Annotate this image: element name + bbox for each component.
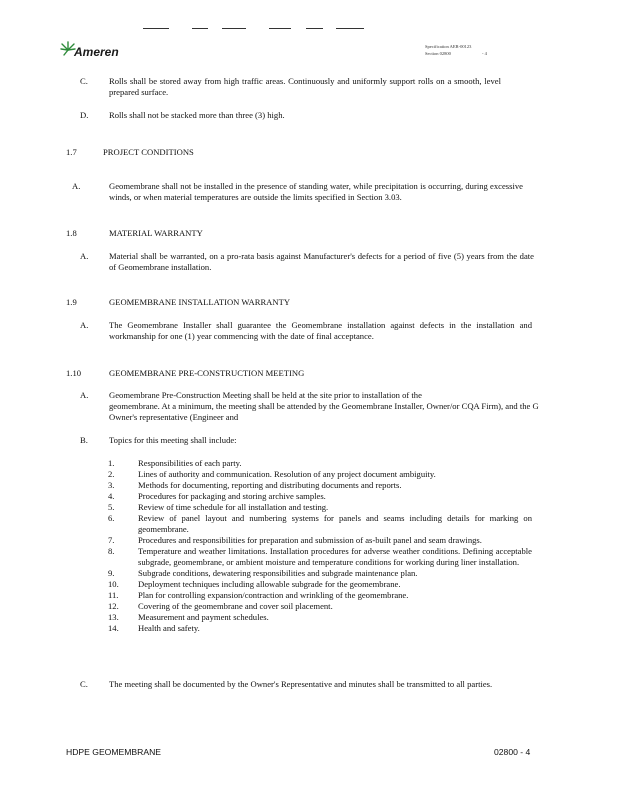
item-letter: D. bbox=[80, 110, 89, 120]
item-text-line: Geomembrane Pre-Construction Meeting shall be held at the site prior to installation of the bbox=[109, 390, 422, 400]
footer-page-number: 02800 - 4 bbox=[494, 747, 531, 757]
spec-number: Specification AER-00123 bbox=[425, 44, 472, 49]
item-text: The Geomembrane Installer shall guarantee the Geomembrane installation against defects in the installation and workmanship for one (1) year commencing with the date of final acceptance. bbox=[109, 320, 532, 341]
item-letter: B. bbox=[80, 435, 88, 445]
list-item: 1. Responsibilities of each party. bbox=[108, 458, 242, 468]
list-item: 7. Procedures and responsibilities for preparation and submission of as-built panel and seam drawings. bbox=[108, 535, 482, 545]
section-number: 1.9 bbox=[66, 297, 77, 307]
section-title: PROJECT CONDITIONS bbox=[103, 147, 194, 157]
company-logo bbox=[60, 41, 140, 61]
footer-title: HDPE GEOMEMBRANE bbox=[66, 747, 162, 757]
section-number: 1.8 bbox=[66, 228, 77, 238]
spec-page: - 4 bbox=[482, 51, 487, 56]
header-rule-segment bbox=[336, 28, 364, 29]
item-letter: A. bbox=[80, 320, 89, 330]
list-item: 12. Covering of the geomembrane and cover soil placement. bbox=[108, 601, 333, 611]
section-number: 1.7 bbox=[66, 147, 77, 157]
list-item: 9. Subgrade conditions, dewatering responsibilities and subgrade maintenance plan. bbox=[108, 568, 418, 578]
spec-section: Section 02800 bbox=[425, 51, 451, 56]
list-item: 10. Deployment techniques including allowable subgrade for the geomembrane. bbox=[108, 579, 401, 589]
list-item: 14. Health and safety. bbox=[108, 623, 200, 633]
item-letter: C. bbox=[80, 76, 88, 86]
meeting-topics-list bbox=[108, 458, 532, 634]
list-item: 8. Temperature and weather limitations. Installation procedures for adverse weather conditions. Defining acceptable subgrade, geomembrane, or ambient moisture and temperature conditions for working during liner installation. bbox=[108, 546, 532, 567]
list-item: 2. Lines of authority and communication. Resolution of any project document ambiguity. bbox=[108, 469, 436, 479]
list-item: 11. Plan for controlling expansion/contraction and wrinkling of the geomembrane. bbox=[108, 590, 409, 600]
item-text: Rolls shall not be stacked more than three (3) high. bbox=[109, 110, 285, 120]
item-letter: A. bbox=[80, 251, 89, 261]
item-letter: A. bbox=[72, 181, 81, 191]
list-item: 4. Procedures for packaging and storing archive samples. bbox=[108, 491, 326, 501]
header-rule-segment bbox=[306, 28, 323, 29]
header-rule-segment bbox=[192, 28, 208, 29]
item-letter: A. bbox=[80, 390, 89, 400]
section-number: 1.10 bbox=[66, 368, 82, 378]
header-rule-segment bbox=[269, 28, 291, 29]
item-text: The meeting shall be documented by the Owner's Representative and minutes shall be transmitted to all parties. bbox=[109, 679, 493, 689]
logo-text: Ameren bbox=[74, 45, 119, 59]
section-title: MATERIAL WARRANTY bbox=[109, 228, 203, 238]
item-text-line: geomembrane. At a minimum, the meeting shall be attended by the Geomembrane Installer, Owner/or CQA Firm), and the G bbox=[109, 401, 539, 411]
list-item: 3. Methods for documenting, reporting and distributing documents and reports. bbox=[108, 480, 402, 490]
item-letter: C. bbox=[80, 679, 88, 689]
section-title: GEOMEMBRANE INSTALLATION WARRANTY bbox=[109, 297, 291, 307]
item-text: Topics for this meeting shall include: bbox=[109, 435, 237, 445]
list-item: 13. Measurement and payment schedules. bbox=[108, 612, 269, 622]
header-rule-segment bbox=[143, 28, 169, 29]
item-text: Rolls shall be stored away from high traffic areas. Continuously and uniformly support rolls on a smooth, level prepared surface. bbox=[109, 76, 501, 97]
list-item: 5. Review of time schedule for all installation and testing. bbox=[108, 502, 329, 512]
header-rule-segment bbox=[222, 28, 246, 29]
item-text-line: Owner's representative (Engineer and bbox=[109, 412, 239, 422]
item-text: Geomembrane shall not be installed in the presence of standing water, while precipitation is occurring, during excessive winds, or when material temperatures are outside the limits specified in Section 3.03. bbox=[109, 181, 523, 202]
list-item: 6. Review of panel layout and numbering systems for panels and seams including details for marking on geomembrane. bbox=[108, 513, 532, 534]
item-text: Material shall be warranted, on a pro-rata basis against Manufacturer's defects for a period of five (5) years from the date of Geomembrane installation. bbox=[109, 251, 534, 272]
section-title: GEOMEMBRANE PRE-CONSTRUCTION MEETING bbox=[109, 368, 305, 378]
